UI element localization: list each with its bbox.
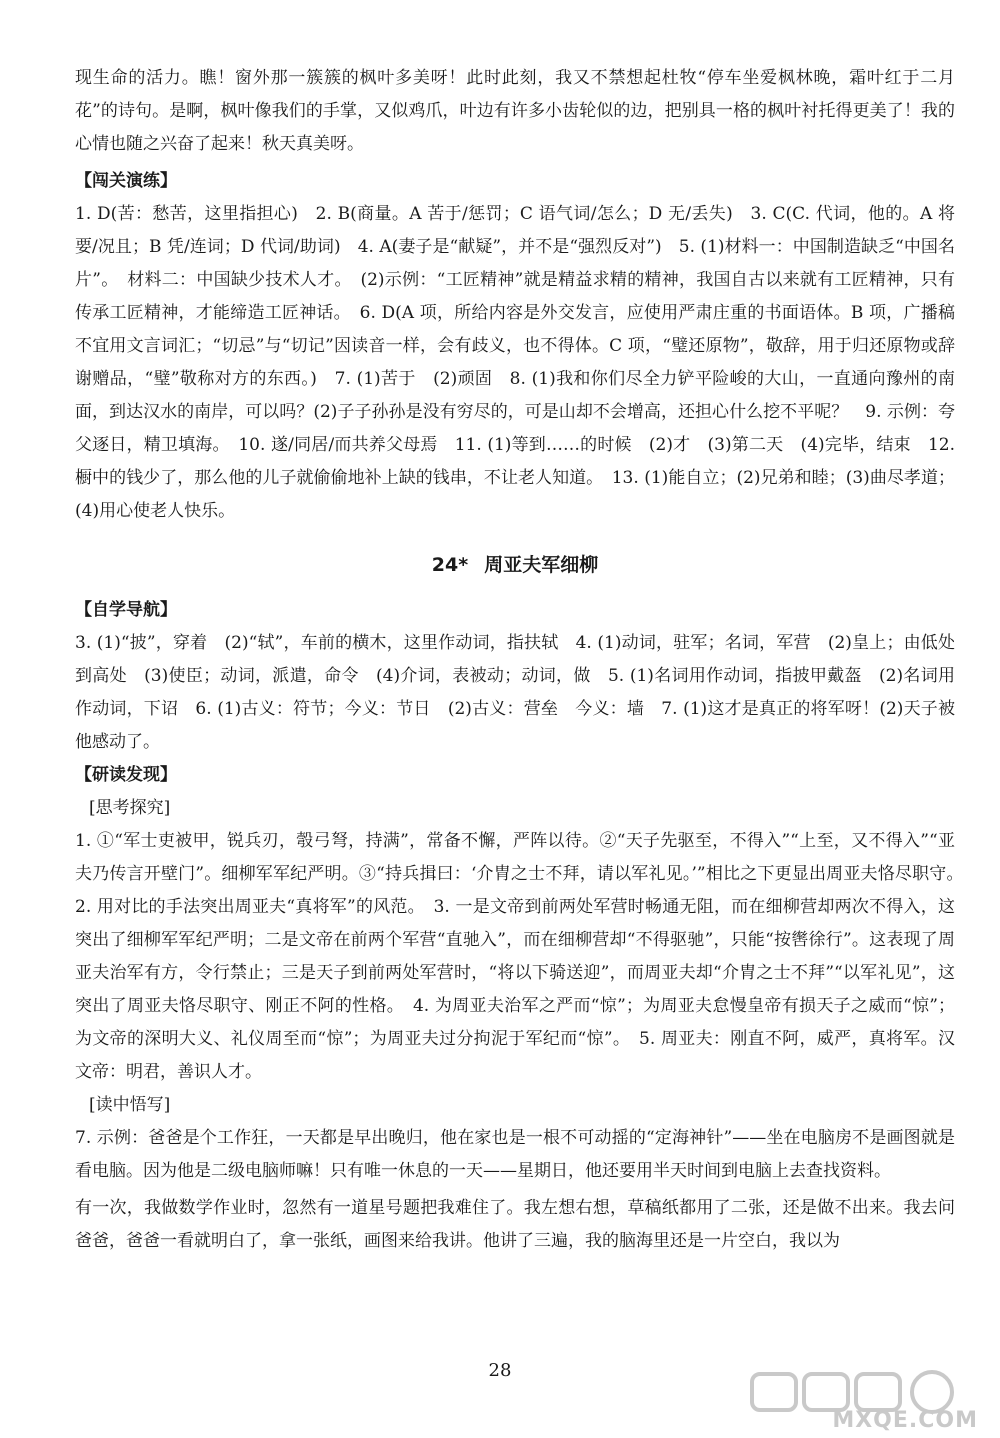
last-paragraph: 有一次，我做数学作业时，忽然有一道星号题把我难住了。我左想右想，草稿纸都用了二张，还是做不出来。我去问爸爸，爸爸一看就明白了，拿一张纸，画图来给我讲。他讲了三遍，我的脑海里还是一片空白，我以为 xyxy=(75,1198,955,1251)
section-heading-challenge: 【闯关演练】 xyxy=(75,171,177,191)
read-write-answers: 7. 示例：爸爸是个工作狂，一天都是早出晚归，他在家也是一根不可动摇的“定海神针”——坐在电脑房不是画图就是看电脑。因为他是二级电脑师嘛！只有唯一休息的一天——星期日，他还要用半天时间到电脑上去查找资料。 xyxy=(75,1128,955,1181)
section-heading-research: 【研读发现】 xyxy=(75,765,177,785)
intro-paragraph: 现生命的活力。瞧！窗外那一簇簇的枫叶多美呀！此时此刻，我又不禁想起杜牧“停车坐爱枫林晚，霜叶红于二月花”的诗句。是啊，枫叶像我们的手掌，又似鸡爪，叶边有许多小齿轮似的边，把别具一格的枫叶衬托得更美了！我的心情也随之兴奋了起来！秋天真美呀。 xyxy=(75,68,955,154)
self-study-answers: 3. (1)“披”，穿着 (2)“轼”，车前的横木，这里作动词，指扶轼 4. (1)动词，驻军；名词，军营 (2)皇上；由低处到高处 (3)使臣；动词，派遣，命令 (4)介词，表被动；动词，做 5. (1)名词用作动词，指披甲戴盔 (2)名词用作动词，下诏 6. (1)古义：符节；今义：节日 (2)古义：营垒 今义：墙 7. (1)这才是真正的将军呀！(2)天子被他感动了。 xyxy=(75,633,955,752)
think-answers: 1. ①“军士吏被甲，锐兵刃，彀弓弩，持满”，常备不懈，严阵以待。②“天子先驱至，不得入”“上至，又不得入”“亚夫乃传言开壁门”。细柳军军纪严明。③“持兵揖曰：‘介胄之士不拜，请以军礼见。’”相比之下更显出周亚夫恪尽职守。 2. 用对比的手法突出周亚夫“真将军”的风范。 3. 一是文帝到前两处军营时畅通无阻，而在细柳营却两次不得入，这突出了细柳军军纪严明；二是文帝在前两个军营“直驰入”，而在细柳营却“不得驱驰”，只能“按辔徐行”。这表现了周亚夫治军有方，令行禁止；三是天子到前两处军营时，“将以下骑送迎”，而周亚夫却“介胄之士不拜”“以军礼见”，这突出了周亚夫恪尽职守、刚正不阿的性格。 4. 为周亚夫治军之严而“惊”；为周亚夫怠慢皇帝有损天子之威而“惊”；为文帝的深明大义、礼仪周至而“惊”；为周亚夫过分拘泥于军纪而“惊”。 5. 周亚夫：刚直不阿，威严，真将军。汉文帝：明君，善识人才。 xyxy=(75,831,972,1082)
lesson-title-block xyxy=(75,550,955,580)
page-number: 28 xyxy=(488,1360,512,1381)
document-body xyxy=(75,62,972,1258)
challenge-answers: 1. D(苦：愁苦，这里指担心) 2. B(商量。A 苦于/惩罚；C 语气词/怎么；D 无/丢失) 3. C(C. 代词，他的。A 将要/况且；B 凭/连词；D 代词/助词) 4. A(妻子是“献疑”，并不是“强烈反对”) 5. (1)材料一：中国制造缺乏“中国名片”。 材料二：中国缺少技术人才。 (2)示例：“工匠精神”就是精益求精的精神，我国自古以来就有工匠精神，只有传承工匠精神，才能缔造工匠神话。 6. D(A 项，所给内容是外交发言，应使用严肃庄重的书面语体。B 项，广播稿不宜用文言词汇；“切忌”与“切记”因读音一样，会有歧义，也不得体。C 项，“璧还原物”，敬辞，用于归还原物或辞谢赠品，“璧”敬称对方的东西。) 7. (1)苦于 (2)顽固 8. (1)我和你们尽全力铲平险峻的大山，一直通向豫州的南面，到达汉水的南岸，可以吗？(2)子子孙孙是没有穷尽的，可是山却不会增高，还担心什么挖不平呢？ 9. 示例：夸父逐日，精卫填海。 10. 遂/同居/而共养父母焉 11. (1)等到……的时候 (2)才 (3)第二天 (4)完毕，结束 12. 橱中的钱少了，那么他的儿子就偷偷地补上缺的钱串，不让老人知道。 13. (1)能自立；(2)兄弟和睦；(3)曲尽孝道；(4)用心使老人快乐。 xyxy=(75,204,955,521)
subheading-think: [思考探究] xyxy=(89,798,171,818)
lesson-number: 24* xyxy=(431,554,469,576)
section-heading-self-study: 【自学导航】 xyxy=(75,600,177,620)
watermark-text: MXQE.COM xyxy=(832,1408,978,1433)
lesson-title: 周亚夫军细柳 xyxy=(484,554,599,576)
subheading-read-write: [读中悟写] xyxy=(89,1095,171,1115)
